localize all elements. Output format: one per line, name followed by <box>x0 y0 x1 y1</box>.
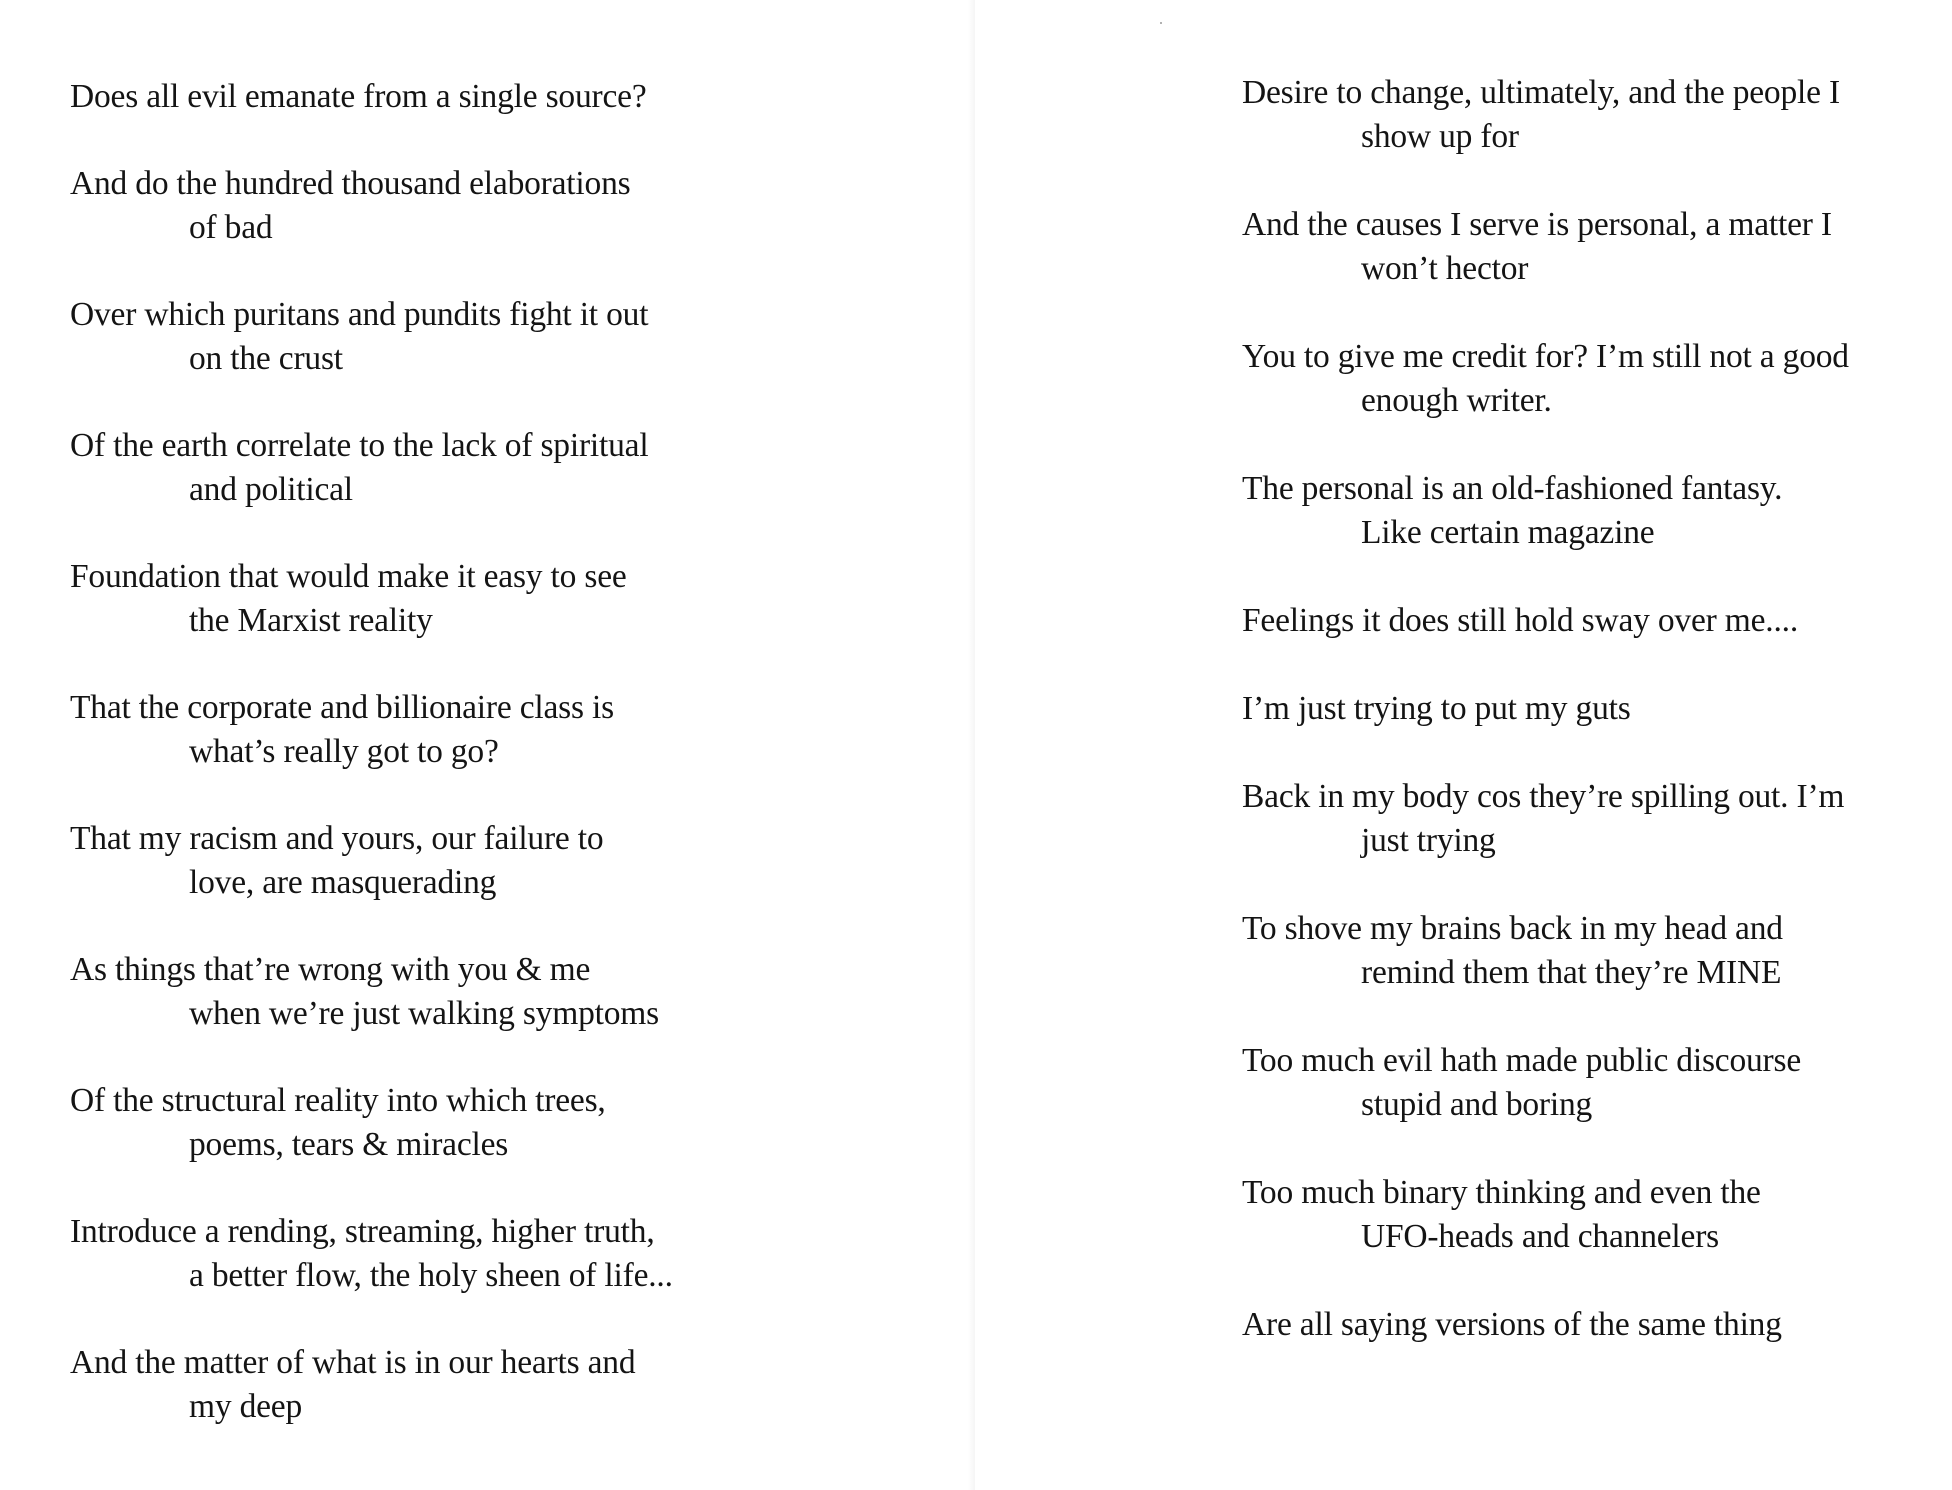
poem-line-indented: stupid and boring <box>1361 1086 1593 1123</box>
poem-line: Feelings it does still hold sway over me.... <box>1242 602 1798 639</box>
stanza <box>70 817 603 905</box>
stanza <box>1242 775 1844 863</box>
poem-line: Of the earth correlate to the lack of spiritual <box>70 427 649 464</box>
poem-line: Over which puritans and pundits fight it out <box>70 296 649 333</box>
stanza <box>1242 203 1832 291</box>
poem-line: The personal is an old-fashioned fantasy. <box>1242 470 1783 507</box>
stanza <box>1242 687 1631 731</box>
poem-line-indented: on the crust <box>189 340 343 377</box>
poem-line: You to give me credit for? I’m still not a good <box>1242 338 1849 375</box>
stanza <box>1242 335 1849 423</box>
poem-line: As things that’re wrong with you & me <box>70 951 591 988</box>
poem-line-indented: and political <box>189 471 353 508</box>
stanza <box>70 948 659 1036</box>
stanza <box>70 293 648 381</box>
poem-line: And the matter of what is in our hearts and <box>70 1344 636 1381</box>
poem-line: I’m just trying to put my guts <box>1242 690 1631 727</box>
poem-line: And the causes I serve is personal, a matter I <box>1242 206 1832 243</box>
stanza <box>70 1341 635 1429</box>
poem-line: Of the structural reality into which trees, <box>70 1082 606 1119</box>
stanza <box>1242 1171 1761 1259</box>
stanza <box>1242 1039 1801 1127</box>
poem-line: Desire to change, ultimately, and the people I <box>1242 74 1840 111</box>
poem-line: Are all saying versions of the same thing <box>1242 1306 1782 1343</box>
stanza <box>1242 1303 1782 1347</box>
left-page <box>0 0 975 1490</box>
poem-line-indented: UFO-heads and channelers <box>1361 1218 1719 1255</box>
poem-line: That the corporate and billionaire class is <box>70 689 614 726</box>
poem-line-indented: my deep <box>189 1388 303 1425</box>
stanza <box>70 1079 606 1167</box>
poem-line: To shove my brains back in my head and <box>1242 910 1783 947</box>
stanza <box>1242 71 1840 159</box>
poem-line-indented: love, are masquerading <box>189 864 497 901</box>
poem-line: That my racism and yours, our failure to <box>70 820 604 857</box>
stanza <box>1242 599 1798 643</box>
poem-line: Foundation that would make it easy to see <box>70 558 627 595</box>
stanza <box>70 162 630 250</box>
poem-line: Too much evil hath made public discourse <box>1242 1042 1802 1079</box>
poem-line-indented: enough writer. <box>1361 382 1552 419</box>
poem-line-indented: of bad <box>189 209 273 246</box>
paper-speck <box>1160 22 1162 24</box>
poem-line: Introduce a rending, streaming, higher truth, <box>70 1213 655 1250</box>
poem-line-indented: show up for <box>1361 118 1519 155</box>
poem-line-indented: what’s really got to go? <box>189 733 499 770</box>
stanza <box>70 1210 673 1298</box>
right-page <box>975 0 1952 1490</box>
poem-line: And do the hundred thousand elaborations <box>70 165 631 202</box>
poem-line-indented: remind them that they’re MINE <box>1361 954 1782 991</box>
stanza <box>70 424 648 512</box>
poem-line: Does all evil emanate from a single source? <box>70 78 647 115</box>
stanza <box>70 75 647 119</box>
poem-line-indented: Like certain magazine <box>1361 514 1655 551</box>
poem-line: Back in my body cos they’re spilling out. I’m <box>1242 778 1845 815</box>
poem-line-indented: poems, tears & miracles <box>189 1126 509 1163</box>
poem-line-indented: won’t hector <box>1361 250 1529 287</box>
poem-line-indented: when we’re just walking symptoms <box>189 995 659 1032</box>
poem-line-indented: just trying <box>1361 822 1496 859</box>
stanza <box>70 555 627 643</box>
poem-line-indented: a better flow, the holy sheen of life... <box>189 1257 673 1294</box>
poem-line: Too much binary thinking and even the <box>1242 1174 1761 1211</box>
poem-line-indented: the Marxist reality <box>189 602 433 639</box>
stanza <box>70 686 614 774</box>
stanza <box>1242 467 1782 555</box>
stanza <box>1242 907 1783 995</box>
